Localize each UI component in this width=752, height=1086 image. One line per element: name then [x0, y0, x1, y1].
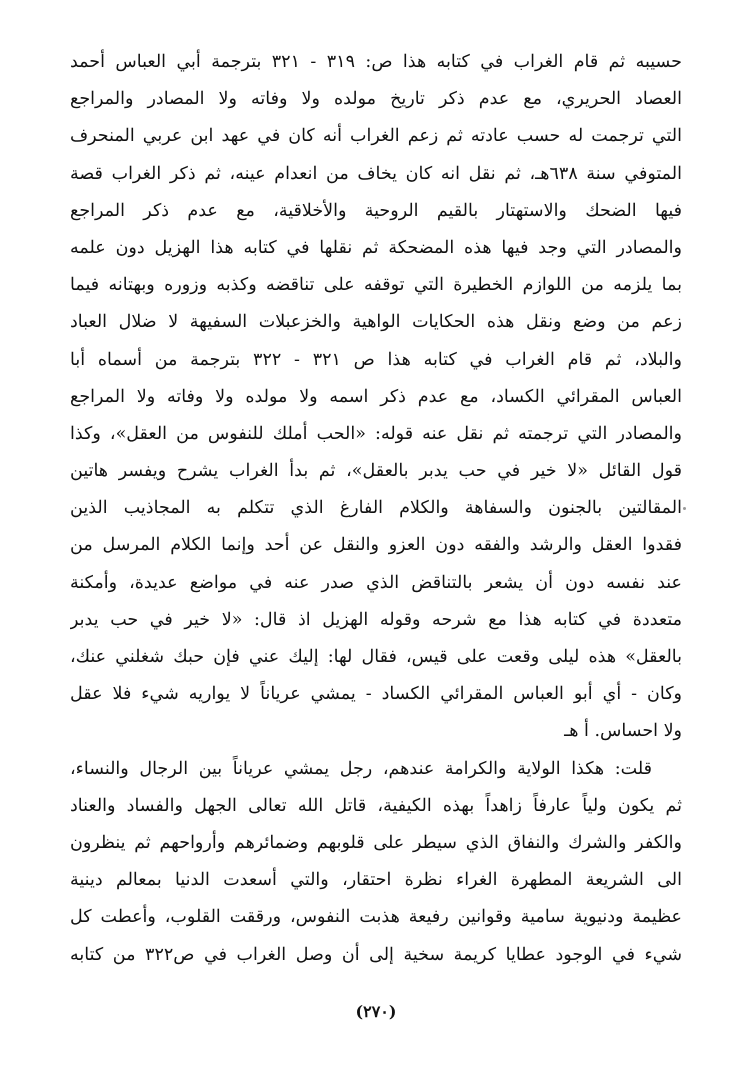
page-number: (٢٧٠)	[355, 1002, 397, 1021]
text-line-1: حسيبه ثم قام الغراب في كتابه هذا ص: ٣١٩ - ٣٢١ بترجمة أبي العباس أحمد	[70, 52, 682, 72]
text-line-21: ثم يكون ولياً عارفاً زاهداً بهذه الكيفية، قاتل الله تعالى الجهل والفساد والعناد	[70, 795, 682, 816]
text-line-6: والمصادر التي وجد فيها هذه المضحكة ثم نقلها في كتابه هذا الهزيل دون علمه	[70, 237, 682, 258]
text-line-20: قلت: هكذا الولاية والكرامة عندهم، رجل يمشي عرياناً بين الرجال والنساء،	[70, 758, 652, 779]
text-line-4: المتوفي سنة ٦٣٨هـ، ثم نقل انه كان يخاف من انعدام عينه، ثم ذكر الغراب قصة	[70, 163, 682, 184]
text-line-8: زعم من وضع ونقل هذه الحكايات الواهية والخزعبلات السفيهة لا ضلال العباد	[70, 312, 682, 333]
text-line-7: بما يلزمه من اللوازم الخطيرة التي توقفه على تناقضه وكذبه وزوره وبهتانه فيما	[70, 275, 682, 296]
text-line-18: وكان - أي أبو العباس المقرائي الكساد - يمشي عرياناً لا يواريه شيء فلا عقل	[70, 684, 682, 705]
text-line-14: فقدوا العقل والرشد والفقه دون العزو والنقل عن أحد وإنما الكلام المرسل من	[70, 535, 682, 556]
margin-dot	[683, 507, 686, 510]
text-line-24: عظيمة ودنيوية سامية وقوانين رفيعة هذبت النفوس، ورققت القلوب، وأعطت كل	[70, 907, 682, 928]
text-line-19: ولا احساس. أ هـ	[564, 721, 682, 742]
text-line-13: المقالتين بالجنون والسفاهة والكلام الفارغ الذي تتكلم به المجاذيب الذين	[70, 498, 682, 519]
text-line-10: العباس المقرائي الكساد، مع عدم ذكر اسمه ولا مولده ولا وفاته ولا المراجع	[70, 386, 682, 407]
text-line-22: والكفر والشرك والنفاق الذي سيطر على قلوبهم وضمائرهم وأرواحهم ثم ينظرون	[70, 832, 682, 853]
text-line-16: متعددة في كتابه هذا مع شرحه وقوله الهزيل اذ قال: «لا خير في حب يدبر	[70, 609, 682, 630]
text-line-12: قول القائل «لا خير في حب يدبر بالعقل»، ثم بدأ الغراب يشرح ويفسر هاتين	[70, 461, 682, 482]
text-line-15: عند نفسه دون أن يشعر بالتناقض الذي صدر عنه في مواضع عديدة، وأمكنة	[70, 572, 682, 593]
text-line-23: الى الشريعة المطهرة الغراء نظرة احتقار، والتي أسعدت الدنيا بمعالم دينية	[70, 870, 682, 891]
text-line-17: بالعقل» هذه ليلى وقعت على قيس، فقال لها: إليك عني فإن حبك شغلني عنك،	[70, 647, 682, 667]
text-line-25: شيء في الوجود عطايا كريمة سخية إلى أن وصل الغراب في ص٣٢٢ من كتابه	[70, 944, 682, 965]
text-line-9: والبلاد، ثم قام الغراب في كتابه هذا ص ٣٢١ - ٣٢٢ بترجمة من أسماه أبا	[70, 349, 682, 370]
text-line-5: فيها الضحك والاستهتار بالقيم الروحية والأخلاقية، مع عدم ذكر المراجع	[70, 200, 682, 221]
text-line-11: والمصادر التي ترجمته ثم نقل عنه قوله: «الحب أملك للنفوس من العقل»، وكذا	[70, 423, 682, 444]
body-text	[70, 44, 682, 974]
text-line-3: التي ترجمت له حسب عادته ثم زعم الغراب أنه كان في عهد ابن عربي المنحرف	[70, 126, 682, 147]
text-line-2: العصاد الحريري، مع عدم ذكر تاريخ مولده ولا وفاته ولا المصادر والمراجع	[70, 89, 682, 110]
